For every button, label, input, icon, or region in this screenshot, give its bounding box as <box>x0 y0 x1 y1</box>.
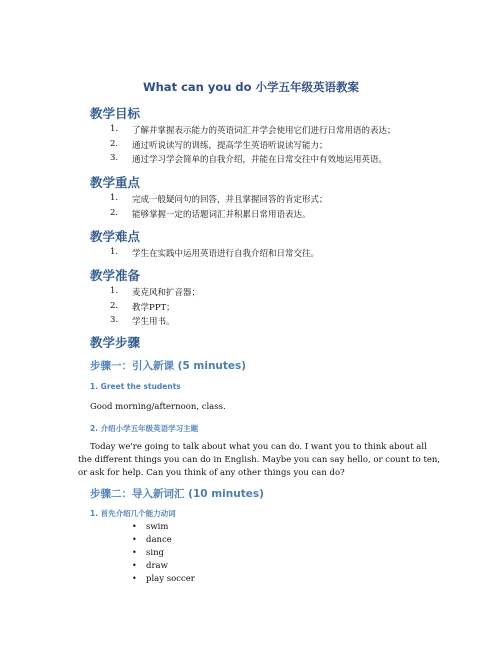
list-number: 1. <box>110 124 119 134</box>
list-item: 通过听说读写的训练，提高学生英语听说读写能力； <box>132 141 328 151</box>
section-heading-prep: 教学准备 <box>90 268 141 283</box>
verb-item: dance <box>146 535 172 545</box>
bullet-icon: • <box>132 535 137 544</box>
list-item: 学生用书。 <box>132 317 175 327</box>
bullet-icon: • <box>132 522 137 531</box>
step2-sub1: 1. 首先介绍几个能力动词 <box>90 509 176 518</box>
step1-sub2: 2. 介绍小学五年级英语学习主题 <box>90 424 199 433</box>
section-heading-steps: 教学步骤 <box>90 335 141 350</box>
bullet-icon: • <box>132 561 137 570</box>
greeting-text: Good morning/afternoon, class. <box>90 402 226 412</box>
list-item: 通过学习学会简单的自我介绍，并能在日常交往中有效地运用英语。 <box>132 155 388 165</box>
paragraph-line: the different things you can do in English. Maybe you can say hello, or count to ten, <box>78 455 441 465</box>
bullet-icon: • <box>132 548 137 557</box>
list-number: 3. <box>110 315 119 325</box>
step1-heading: 步骤一：引入新课 (5 minutes) <box>90 360 247 372</box>
list-number: 1. <box>110 247 119 257</box>
list-number: 3. <box>110 153 119 163</box>
verb-item: draw <box>146 561 168 571</box>
page-title: What can you do 小学五年级英语教案 <box>142 80 360 94</box>
list-number: 2. <box>110 301 119 311</box>
section-heading-goals: 教学目标 <box>90 106 141 121</box>
list-number: 2. <box>110 139 119 149</box>
list-item: 学生在实践中运用英语进行自我介绍和日常交往。 <box>132 249 320 259</box>
list-item: 了解并掌握表示能力的英语词汇并学会使用它们进行日常用语的表达； <box>132 126 396 136</box>
section-heading-difficulties: 教学难点 <box>90 229 141 244</box>
list-item: 能够掌握一定的话题词汇并积累日常用语表达。 <box>132 210 311 220</box>
list-number: 1. <box>110 193 119 203</box>
paragraph-line: Today we're going to talk about what you can do. I want you to think about all <box>90 442 427 452</box>
list-number: 1. <box>110 286 119 296</box>
list-item: 教学PPT； <box>132 303 175 313</box>
section-heading-keypoints: 教学重点 <box>90 175 141 190</box>
verb-item: play soccer <box>146 574 195 584</box>
verb-item: swim <box>146 522 169 532</box>
list-item: 麦克风和扩音器； <box>132 288 201 298</box>
bullet-icon: • <box>132 574 137 583</box>
list-item: 完成一般疑问句的回答，并且掌握回答的肯定形式； <box>132 195 328 205</box>
step2-heading: 步骤二：导入新词汇 (10 minutes) <box>90 488 264 500</box>
step1-sub1: 1. Greet the students <box>90 382 181 391</box>
paragraph-line: or ask for help. Can you think of any other things you can do? <box>78 468 345 478</box>
verb-item: sing <box>146 548 164 558</box>
list-number: 2. <box>110 208 119 218</box>
